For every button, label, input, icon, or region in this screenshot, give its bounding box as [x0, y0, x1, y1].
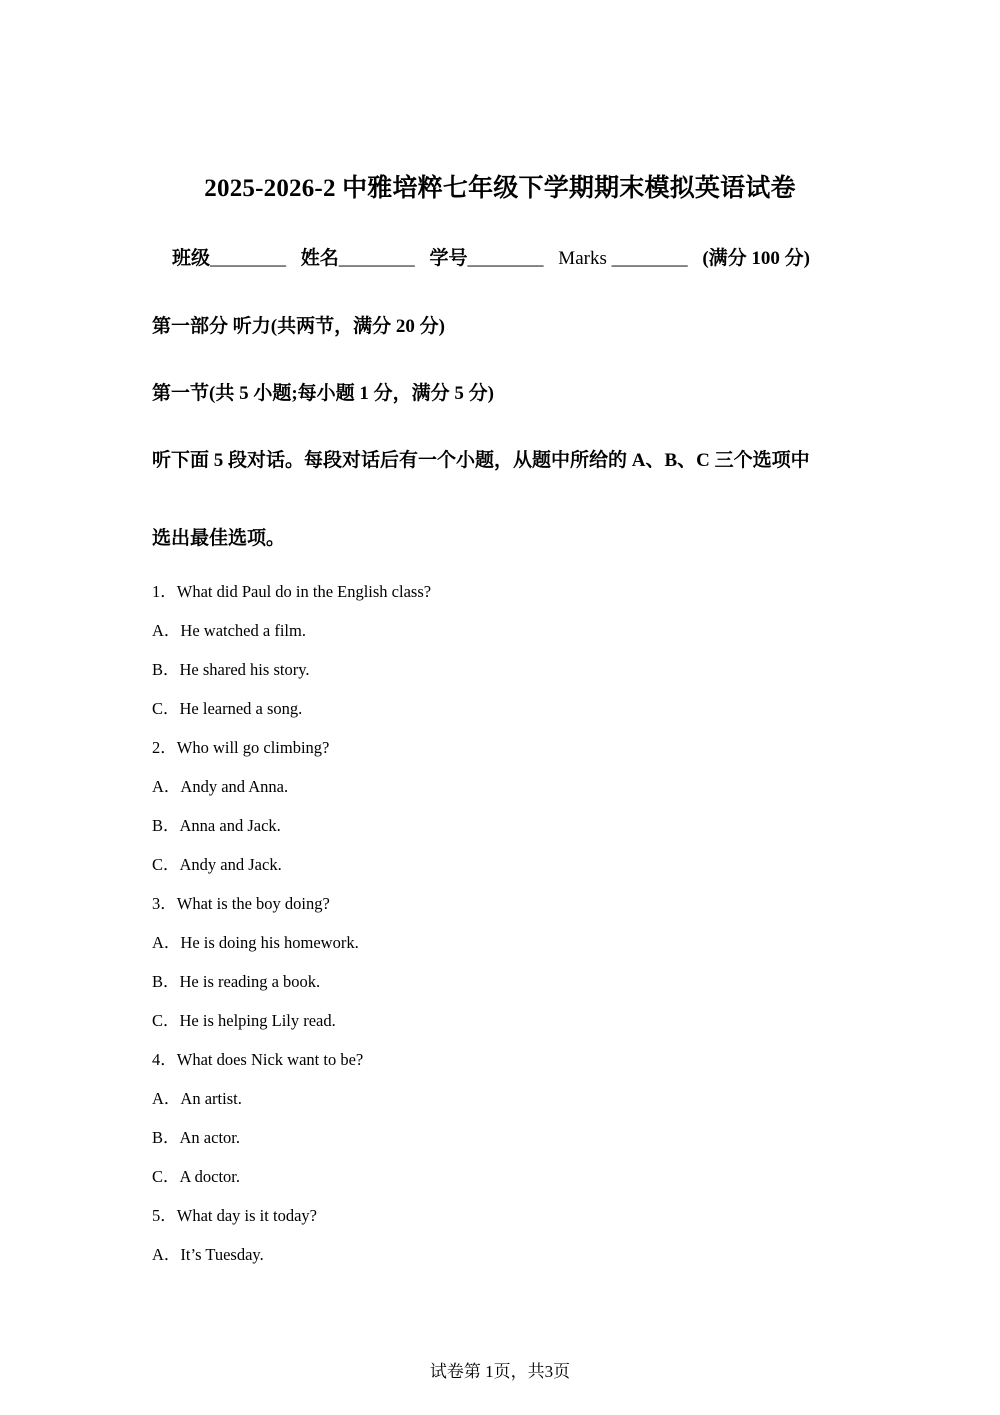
- section1-heading: 第一节(共 5 小题;每小题 1 分，满分 5 分): [152, 383, 494, 404]
- question-stem: 3．What is the boy doing?: [152, 894, 330, 913]
- answer-option: A．He is doing his homework.: [152, 933, 359, 952]
- class-label: 班级: [172, 248, 211, 269]
- student-id-label: 学号: [429, 248, 468, 269]
- name-blank: ________: [338, 248, 415, 269]
- answer-option: A．Andy and Anna.: [152, 777, 289, 796]
- marks-blank: ________: [611, 248, 688, 269]
- question-stem: 5．What day is it today?: [152, 1206, 317, 1225]
- marks-label: Marks: [558, 248, 607, 269]
- answer-option: C．A doctor.: [152, 1167, 241, 1186]
- answer-option: A．An artist.: [152, 1089, 242, 1108]
- answer-option: A．It’s Tuesday.: [152, 1245, 264, 1264]
- answer-option: B．Anna and Jack.: [152, 816, 281, 835]
- question-stem: 1．What did Paul do in the English class?: [152, 582, 432, 601]
- instruction-line-2: 选出最佳选项。: [152, 528, 286, 549]
- instruction-line-1: 听下面 5 段对话。每段对话后有一个小题，从题中所给的 A、B、C 三个选项中: [152, 450, 810, 471]
- question-stem: 2．Who will go climbing?: [152, 738, 330, 757]
- answer-option: A．He watched a film.: [152, 621, 306, 640]
- student-id-blank: ________: [467, 248, 544, 269]
- question-stem: 4．What does Nick want to be?: [152, 1050, 364, 1069]
- answer-option: C．He is helping Lily read.: [152, 1011, 336, 1030]
- part1-heading: 第一部分 听力(共两节，满分 20 分): [152, 316, 445, 337]
- class-blank: ________: [210, 248, 287, 269]
- answer-option: C．Andy and Jack.: [152, 855, 282, 874]
- page-footer: 试卷第 1页，共3页: [429, 1362, 571, 1381]
- answer-option: B．He is reading a book.: [152, 972, 321, 991]
- answer-option: B．An actor.: [152, 1128, 240, 1147]
- full-score-note: (满分 100 分): [702, 248, 811, 269]
- name-label: 姓名: [300, 248, 339, 269]
- answer-option: B．He shared his story.: [152, 660, 310, 679]
- student-info-row: [172, 243, 810, 270]
- exam-title: 2025-2026-2 中雅培粹七年级下学期期末模拟英语试卷: [204, 175, 796, 202]
- answer-option: C．He learned a song.: [152, 699, 303, 718]
